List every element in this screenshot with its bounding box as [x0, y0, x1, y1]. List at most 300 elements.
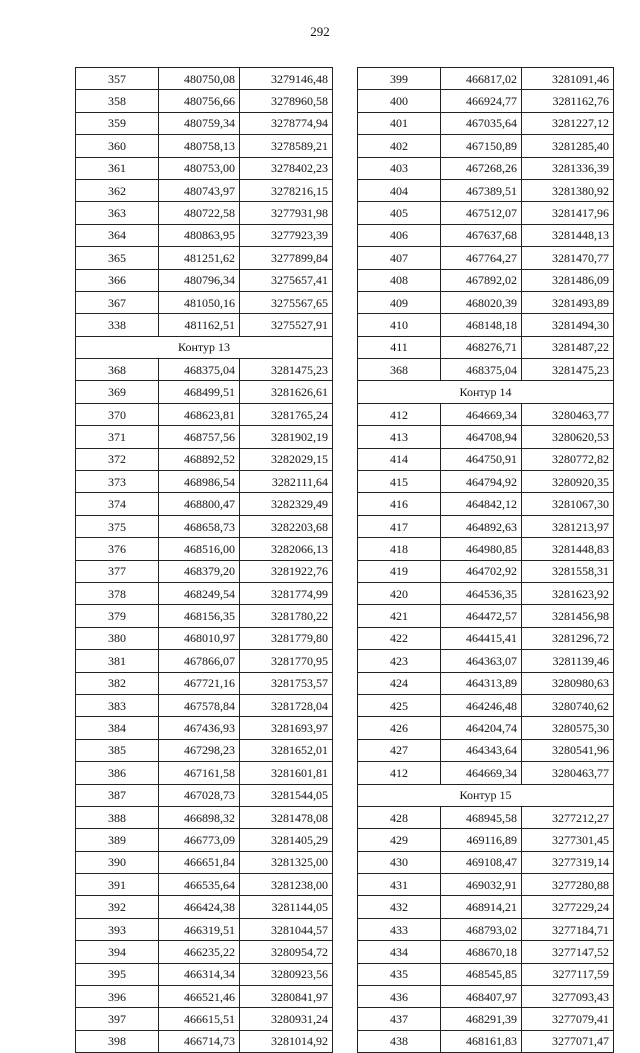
x-coordinate-cell: 467268,26 — [441, 157, 522, 179]
point-number-cell: 393 — [76, 918, 159, 940]
x-coordinate-cell: 468986,54 — [159, 471, 240, 493]
y-coordinate-cell: 3281044,57 — [240, 918, 333, 940]
table-row — [358, 403, 614, 425]
table-row — [76, 627, 333, 649]
x-coordinate-cell: 464204,74 — [441, 717, 522, 739]
table-row — [358, 448, 614, 470]
table-row — [76, 426, 333, 448]
point-number-cell: 381 — [76, 650, 159, 672]
table-row — [76, 784, 333, 806]
y-coordinate-cell: 3281493,89 — [522, 291, 614, 313]
x-coordinate-cell: 467035,64 — [441, 112, 522, 134]
x-coordinate-cell: 466924,77 — [441, 90, 522, 112]
x-coordinate-cell: 468161,83 — [441, 1030, 522, 1052]
point-number-cell: 388 — [76, 806, 159, 828]
x-coordinate-cell: 464750,91 — [441, 448, 522, 470]
x-coordinate-cell: 468375,04 — [441, 359, 522, 381]
x-coordinate-cell: 468623,81 — [159, 403, 240, 425]
point-number-cell: 368 — [76, 359, 159, 381]
x-coordinate-cell: 469116,89 — [441, 829, 522, 851]
x-coordinate-cell: 480758,13 — [159, 135, 240, 157]
point-number-cell: 436 — [358, 986, 441, 1008]
point-number-cell: 395 — [76, 963, 159, 985]
x-coordinate-cell: 467578,84 — [159, 694, 240, 716]
y-coordinate-cell: 3280463,77 — [522, 762, 614, 784]
y-coordinate-cell: 3281296,72 — [522, 627, 614, 649]
y-coordinate-cell: 3281922,76 — [240, 560, 333, 582]
table-row — [358, 336, 614, 358]
x-coordinate-cell: 464708,94 — [441, 426, 522, 448]
x-coordinate-cell: 467436,93 — [159, 717, 240, 739]
table-row — [76, 515, 333, 537]
x-coordinate-cell: 468892,52 — [159, 448, 240, 470]
table-row — [358, 359, 614, 381]
point-number-cell: 394 — [76, 941, 159, 963]
table-row — [76, 471, 333, 493]
table-row — [358, 157, 614, 179]
y-coordinate-cell: 3277079,41 — [522, 1008, 614, 1030]
table-row — [76, 403, 333, 425]
table-row — [358, 135, 614, 157]
table-row — [76, 582, 333, 604]
x-coordinate-cell: 480750,08 — [159, 68, 240, 90]
x-coordinate-cell: 464363,07 — [441, 650, 522, 672]
table-row — [358, 471, 614, 493]
table-row — [358, 90, 614, 112]
table-row — [358, 941, 614, 963]
y-coordinate-cell: 3277117,59 — [522, 963, 614, 985]
table-row — [358, 1030, 614, 1052]
x-coordinate-cell: 466535,64 — [159, 874, 240, 896]
y-coordinate-cell: 3277147,52 — [522, 941, 614, 963]
table-row — [76, 359, 333, 381]
point-number-cell: 386 — [76, 762, 159, 784]
y-coordinate-cell: 3277071,47 — [522, 1030, 614, 1052]
x-coordinate-cell: 468276,71 — [441, 336, 522, 358]
point-number-cell: 438 — [358, 1030, 441, 1052]
table-row — [76, 560, 333, 582]
point-number-cell: 396 — [76, 986, 159, 1008]
y-coordinate-cell: 3281623,92 — [522, 582, 614, 604]
table-row — [358, 1008, 614, 1030]
x-coordinate-cell: 469032,91 — [441, 874, 522, 896]
y-coordinate-cell: 3282111,64 — [240, 471, 333, 493]
x-coordinate-cell: 466898,32 — [159, 806, 240, 828]
point-number-cell: 366 — [76, 269, 159, 291]
x-coordinate-cell: 467389,51 — [441, 179, 522, 201]
point-number-cell: 382 — [76, 672, 159, 694]
coordinates-table-right — [357, 67, 614, 1053]
x-coordinate-cell: 481050,16 — [159, 291, 240, 313]
table-row — [358, 650, 614, 672]
contour-header-row — [358, 784, 614, 806]
y-coordinate-cell: 3281417,96 — [522, 202, 614, 224]
point-number-cell: 418 — [358, 538, 441, 560]
table-row — [358, 896, 614, 918]
x-coordinate-cell: 468670,18 — [441, 941, 522, 963]
y-coordinate-cell: 3281780,22 — [240, 605, 333, 627]
point-number-cell: 431 — [358, 874, 441, 896]
point-number-cell: 424 — [358, 672, 441, 694]
y-coordinate-cell: 3282066,13 — [240, 538, 333, 560]
table-row — [76, 694, 333, 716]
point-number-cell: 389 — [76, 829, 159, 851]
point-number-cell: 413 — [358, 426, 441, 448]
y-coordinate-cell: 3278960,58 — [240, 90, 333, 112]
point-number-cell: 391 — [76, 874, 159, 896]
table-row — [76, 717, 333, 739]
point-number-cell: 373 — [76, 471, 159, 493]
x-coordinate-cell: 466235,22 — [159, 941, 240, 963]
point-number-cell: 375 — [76, 515, 159, 537]
table-row — [358, 694, 614, 716]
table-row — [358, 918, 614, 940]
table-row — [358, 493, 614, 515]
table-row — [76, 202, 333, 224]
y-coordinate-cell: 3277229,24 — [522, 896, 614, 918]
y-coordinate-cell: 3281487,22 — [522, 336, 614, 358]
y-coordinate-cell: 3281601,81 — [240, 762, 333, 784]
table-row — [76, 493, 333, 515]
point-number-cell: 403 — [358, 157, 441, 179]
y-coordinate-cell: 3281475,23 — [522, 359, 614, 381]
coordinates-table-left — [75, 67, 333, 1053]
table-row — [358, 202, 614, 224]
y-coordinate-cell: 3281470,77 — [522, 247, 614, 269]
x-coordinate-cell: 468407,97 — [441, 986, 522, 1008]
y-coordinate-cell: 3275567,65 — [240, 291, 333, 313]
table-row — [358, 112, 614, 134]
point-number-cell: 392 — [76, 896, 159, 918]
table-row — [76, 874, 333, 896]
table-row — [76, 135, 333, 157]
x-coordinate-cell: 464980,85 — [441, 538, 522, 560]
table-row — [76, 90, 333, 112]
table-row — [358, 874, 614, 896]
point-number-cell: 406 — [358, 224, 441, 246]
point-number-cell: 409 — [358, 291, 441, 313]
table-row — [76, 224, 333, 246]
point-number-cell: 410 — [358, 314, 441, 336]
point-number-cell: 425 — [358, 694, 441, 716]
y-coordinate-cell: 3281213,97 — [522, 515, 614, 537]
y-coordinate-cell: 3279146,48 — [240, 68, 333, 90]
table-row — [358, 851, 614, 873]
x-coordinate-cell: 466314,34 — [159, 963, 240, 985]
point-number-cell: 390 — [76, 851, 159, 873]
contour-header-row — [76, 336, 333, 358]
x-coordinate-cell: 464702,92 — [441, 560, 522, 582]
y-coordinate-cell: 3281144,05 — [240, 896, 333, 918]
x-coordinate-cell: 468020,39 — [441, 291, 522, 313]
y-coordinate-cell: 3281693,97 — [240, 717, 333, 739]
table-row — [76, 941, 333, 963]
x-coordinate-cell: 466773,09 — [159, 829, 240, 851]
point-number-cell: 416 — [358, 493, 441, 515]
y-coordinate-cell: 3281774,99 — [240, 582, 333, 604]
y-coordinate-cell: 3281380,92 — [522, 179, 614, 201]
table-row — [358, 314, 614, 336]
point-number-cell: 383 — [76, 694, 159, 716]
y-coordinate-cell: 3277212,27 — [522, 806, 614, 828]
y-coordinate-cell: 3282329,49 — [240, 493, 333, 515]
point-number-cell: 420 — [358, 582, 441, 604]
x-coordinate-cell: 480753,00 — [159, 157, 240, 179]
point-number-cell: 371 — [76, 426, 159, 448]
point-number-cell: 361 — [76, 157, 159, 179]
x-coordinate-cell: 464343,64 — [441, 739, 522, 761]
x-coordinate-cell: 468914,21 — [441, 896, 522, 918]
table-row — [76, 247, 333, 269]
y-coordinate-cell: 3277093,43 — [522, 986, 614, 1008]
y-coordinate-cell: 3281902,19 — [240, 426, 333, 448]
y-coordinate-cell: 3281227,12 — [522, 112, 614, 134]
point-number-cell: 363 — [76, 202, 159, 224]
table-row — [76, 762, 333, 784]
point-number-cell: 412 — [358, 762, 441, 784]
table-row — [358, 68, 614, 90]
table-row — [76, 448, 333, 470]
table-row — [76, 986, 333, 1008]
point-number-cell: 415 — [358, 471, 441, 493]
y-coordinate-cell: 3280920,35 — [522, 471, 614, 493]
point-number-cell: 358 — [76, 90, 159, 112]
table-row — [76, 68, 333, 90]
point-number-cell: 362 — [76, 179, 159, 201]
x-coordinate-cell: 464472,57 — [441, 605, 522, 627]
table-row — [76, 739, 333, 761]
point-number-cell: 377 — [76, 560, 159, 582]
page-number: 292 — [310, 24, 330, 39]
y-coordinate-cell: 3281139,46 — [522, 650, 614, 672]
x-coordinate-cell: 464536,35 — [441, 582, 522, 604]
y-coordinate-cell: 3275527,91 — [240, 314, 333, 336]
x-coordinate-cell: 464313,89 — [441, 672, 522, 694]
point-number-cell: 385 — [76, 739, 159, 761]
x-coordinate-cell: 466424,38 — [159, 896, 240, 918]
table-row — [76, 851, 333, 873]
contour-header-row — [358, 381, 614, 403]
x-coordinate-cell: 469108,47 — [441, 851, 522, 873]
point-number-cell: 433 — [358, 918, 441, 940]
table-row — [358, 224, 614, 246]
y-coordinate-cell: 3280575,30 — [522, 717, 614, 739]
y-coordinate-cell: 3277301,45 — [522, 829, 614, 851]
x-coordinate-cell: 464415,41 — [441, 627, 522, 649]
x-coordinate-cell: 467764,27 — [441, 247, 522, 269]
x-coordinate-cell: 468945,58 — [441, 806, 522, 828]
y-coordinate-cell: 3281770,95 — [240, 650, 333, 672]
table-row — [358, 672, 614, 694]
point-number-cell: 408 — [358, 269, 441, 291]
x-coordinate-cell: 466521,46 — [159, 986, 240, 1008]
x-coordinate-cell: 468793,02 — [441, 918, 522, 940]
y-coordinate-cell: 3280923,56 — [240, 963, 333, 985]
point-number-cell: 414 — [358, 448, 441, 470]
y-coordinate-cell: 3281285,40 — [522, 135, 614, 157]
table-row — [358, 963, 614, 985]
table-row — [358, 829, 614, 851]
y-coordinate-cell: 3281652,01 — [240, 739, 333, 761]
y-coordinate-cell: 3280463,77 — [522, 403, 614, 425]
table-row — [358, 247, 614, 269]
point-number-cell: 426 — [358, 717, 441, 739]
table-row — [76, 672, 333, 694]
point-number-cell: 430 — [358, 851, 441, 873]
x-coordinate-cell: 468249,54 — [159, 582, 240, 604]
x-coordinate-cell: 467028,73 — [159, 784, 240, 806]
point-number-cell: 399 — [358, 68, 441, 90]
x-coordinate-cell: 468379,20 — [159, 560, 240, 582]
table-row — [358, 515, 614, 537]
x-coordinate-cell: 480722,58 — [159, 202, 240, 224]
y-coordinate-cell: 3281336,39 — [522, 157, 614, 179]
y-coordinate-cell: 3278216,15 — [240, 179, 333, 201]
point-number-cell: 368 — [358, 359, 441, 381]
y-coordinate-cell: 3280931,24 — [240, 1008, 333, 1030]
point-number-cell: 427 — [358, 739, 441, 761]
y-coordinate-cell: 3281558,31 — [522, 560, 614, 582]
x-coordinate-cell: 464794,92 — [441, 471, 522, 493]
y-coordinate-cell: 3281475,23 — [240, 359, 333, 381]
y-coordinate-cell: 3277923,39 — [240, 224, 333, 246]
x-coordinate-cell: 464246,48 — [441, 694, 522, 716]
y-coordinate-cell: 3281478,08 — [240, 806, 333, 828]
table-row — [358, 739, 614, 761]
point-number-cell: 380 — [76, 627, 159, 649]
x-coordinate-cell: 464842,12 — [441, 493, 522, 515]
point-number-cell: 384 — [76, 717, 159, 739]
table-row — [76, 381, 333, 403]
point-number-cell: 419 — [358, 560, 441, 582]
point-number-cell: 428 — [358, 806, 441, 828]
y-coordinate-cell: 3281753,57 — [240, 672, 333, 694]
contour-header: Контур 13 — [76, 336, 333, 358]
x-coordinate-cell: 480756,66 — [159, 90, 240, 112]
x-coordinate-cell: 467298,23 — [159, 739, 240, 761]
table-row — [76, 1008, 333, 1030]
x-coordinate-cell: 468156,35 — [159, 605, 240, 627]
y-coordinate-cell: 3281091,46 — [522, 68, 614, 90]
x-coordinate-cell: 464669,34 — [441, 762, 522, 784]
point-number-cell: 338 — [76, 314, 159, 336]
point-number-cell: 372 — [76, 448, 159, 470]
x-coordinate-cell: 466319,51 — [159, 918, 240, 940]
x-coordinate-cell: 467512,07 — [441, 202, 522, 224]
table-row — [358, 605, 614, 627]
x-coordinate-cell: 468757,56 — [159, 426, 240, 448]
table-row — [358, 426, 614, 448]
x-coordinate-cell: 468800,47 — [159, 493, 240, 515]
table-row — [358, 986, 614, 1008]
y-coordinate-cell: 3282029,15 — [240, 448, 333, 470]
table-row — [76, 605, 333, 627]
x-coordinate-cell: 480743,97 — [159, 179, 240, 201]
x-coordinate-cell: 481251,62 — [159, 247, 240, 269]
y-coordinate-cell: 3281765,24 — [240, 403, 333, 425]
table-row — [76, 963, 333, 985]
table-row — [76, 538, 333, 560]
point-number-cell: 378 — [76, 582, 159, 604]
y-coordinate-cell: 3281067,30 — [522, 493, 614, 515]
point-number-cell: 387 — [76, 784, 159, 806]
y-coordinate-cell: 3280772,82 — [522, 448, 614, 470]
table-row — [76, 269, 333, 291]
x-coordinate-cell: 466817,02 — [441, 68, 522, 90]
point-number-cell: 360 — [76, 135, 159, 157]
point-number-cell: 401 — [358, 112, 441, 134]
x-coordinate-cell: 481162,51 — [159, 314, 240, 336]
point-number-cell: 404 — [358, 179, 441, 201]
point-number-cell: 435 — [358, 963, 441, 985]
x-coordinate-cell: 468499,51 — [159, 381, 240, 403]
point-number-cell: 429 — [358, 829, 441, 851]
table-row — [358, 762, 614, 784]
point-number-cell: 405 — [358, 202, 441, 224]
y-coordinate-cell: 3281728,04 — [240, 694, 333, 716]
x-coordinate-cell: 466651,84 — [159, 851, 240, 873]
table-row — [76, 896, 333, 918]
y-coordinate-cell: 3280980,63 — [522, 672, 614, 694]
y-coordinate-cell: 3281448,83 — [522, 538, 614, 560]
y-coordinate-cell: 3282203,68 — [240, 515, 333, 537]
table-row — [76, 650, 333, 672]
x-coordinate-cell: 480796,34 — [159, 269, 240, 291]
y-coordinate-cell: 3281162,76 — [522, 90, 614, 112]
y-coordinate-cell: 3281779,80 — [240, 627, 333, 649]
point-number-cell: 369 — [76, 381, 159, 403]
x-coordinate-cell: 467892,02 — [441, 269, 522, 291]
y-coordinate-cell: 3281325,00 — [240, 851, 333, 873]
y-coordinate-cell: 3277931,98 — [240, 202, 333, 224]
table-row — [76, 314, 333, 336]
table-row — [358, 560, 614, 582]
y-coordinate-cell: 3278774,94 — [240, 112, 333, 134]
x-coordinate-cell: 468010,97 — [159, 627, 240, 649]
table-row — [358, 179, 614, 201]
y-coordinate-cell: 3277899,84 — [240, 247, 333, 269]
x-coordinate-cell: 467161,58 — [159, 762, 240, 784]
y-coordinate-cell: 3281238,00 — [240, 874, 333, 896]
point-number-cell: 400 — [358, 90, 441, 112]
x-coordinate-cell: 466615,51 — [159, 1008, 240, 1030]
y-coordinate-cell: 3280740,62 — [522, 694, 614, 716]
point-number-cell: 379 — [76, 605, 159, 627]
table-row — [76, 179, 333, 201]
point-number-cell: 357 — [76, 68, 159, 90]
table-row — [358, 717, 614, 739]
table-row — [76, 918, 333, 940]
point-number-cell: 423 — [358, 650, 441, 672]
point-number-cell: 402 — [358, 135, 441, 157]
y-coordinate-cell: 3280954,72 — [240, 941, 333, 963]
x-coordinate-cell: 466714,73 — [159, 1030, 240, 1052]
y-coordinate-cell: 3278589,21 — [240, 135, 333, 157]
table-row — [76, 157, 333, 179]
y-coordinate-cell: 3281486,09 — [522, 269, 614, 291]
point-number-cell: 407 — [358, 247, 441, 269]
x-coordinate-cell: 468375,04 — [159, 359, 240, 381]
x-coordinate-cell: 468545,85 — [441, 963, 522, 985]
point-number-cell: 359 — [76, 112, 159, 134]
y-coordinate-cell: 3277280,88 — [522, 874, 614, 896]
table-row — [358, 806, 614, 828]
x-coordinate-cell: 480863,95 — [159, 224, 240, 246]
point-number-cell: 432 — [358, 896, 441, 918]
x-coordinate-cell: 468658,73 — [159, 515, 240, 537]
y-coordinate-cell: 3281014,92 — [240, 1030, 333, 1052]
point-number-cell: 374 — [76, 493, 159, 515]
